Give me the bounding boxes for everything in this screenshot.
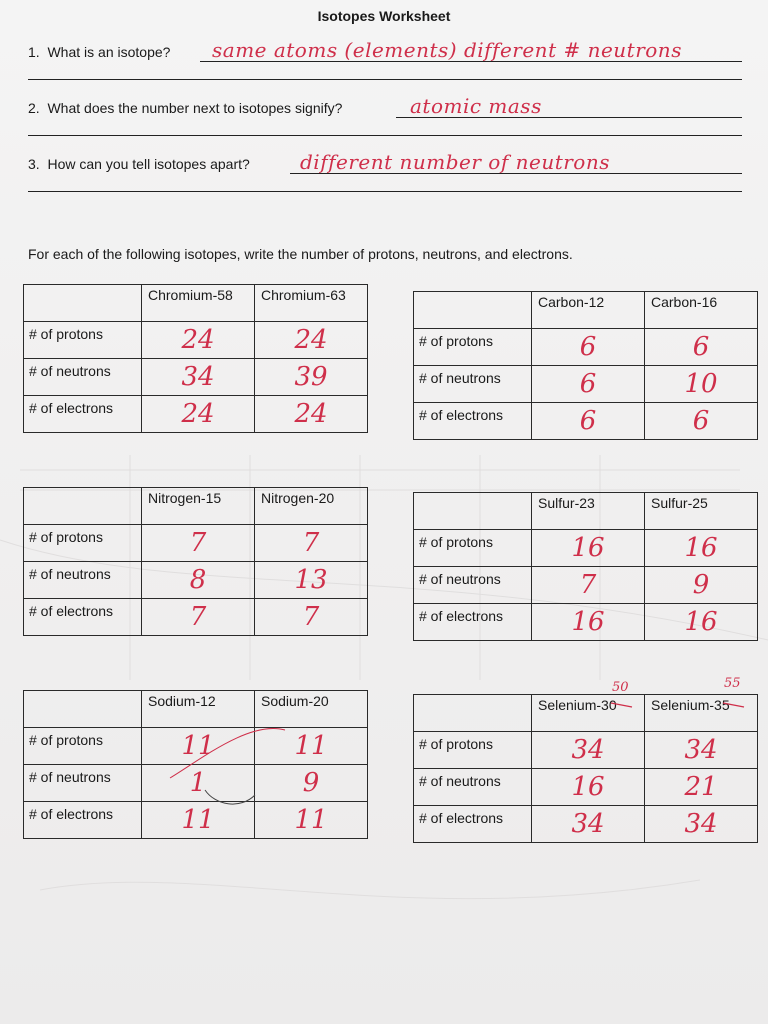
worksheet-title: Isotopes Worksheet xyxy=(317,8,451,24)
value-cell: 7 xyxy=(532,567,645,604)
value-cell: 24 xyxy=(142,396,255,433)
isotope-header: Selenium-30 xyxy=(532,695,645,732)
row-label-protons: # of protons xyxy=(24,728,142,765)
isotope-header: Chromium-63 xyxy=(255,285,368,322)
value-cell: 7 xyxy=(142,525,255,562)
value-cell: 11 xyxy=(142,728,255,765)
question-1-text: 1. What is an isotope? xyxy=(28,44,171,60)
answer-1: same atoms (elements) different # neutrons xyxy=(212,38,682,62)
value-cell: 16 xyxy=(645,604,758,641)
value-cell: 39 xyxy=(255,359,368,396)
row-label-neutrons: # of neutrons xyxy=(414,366,532,403)
value-cell: 16 xyxy=(532,530,645,567)
row-label-protons: # of protons xyxy=(24,322,142,359)
isotope-header: Sulfur-23 xyxy=(532,493,645,530)
value-cell: 11 xyxy=(142,802,255,839)
row-label-neutrons: # of neutrons xyxy=(414,769,532,806)
isotope-header: Nitrogen-20 xyxy=(255,488,368,525)
value-cell: 1 xyxy=(142,765,255,802)
row-label-protons: # of protons xyxy=(414,329,532,366)
value-cell: 21 xyxy=(645,769,758,806)
value-cell: 34 xyxy=(645,732,758,769)
value-cell: 34 xyxy=(645,806,758,843)
value-cell: 34 xyxy=(142,359,255,396)
value-cell: 6 xyxy=(532,366,645,403)
isotope-header: Sulfur-25 xyxy=(645,493,758,530)
value-cell: 7 xyxy=(255,599,368,636)
value-cell: 7 xyxy=(255,525,368,562)
value-cell: 9 xyxy=(255,765,368,802)
value-cell: 6 xyxy=(645,403,758,440)
isotope-header: Nitrogen-15 xyxy=(142,488,255,525)
answer-3: different number of neutrons xyxy=(300,150,610,174)
instructions: For each of the following isotopes, write the number of protons, neutrons, and electrons. xyxy=(28,246,573,262)
value-cell: 16 xyxy=(532,769,645,806)
value-cell: 10 xyxy=(645,366,758,403)
value-cell: 24 xyxy=(255,396,368,433)
strike-selenium-30 xyxy=(611,703,632,707)
isotope-header: Sodium-20 xyxy=(255,691,368,728)
value-cell: 6 xyxy=(532,403,645,440)
row-label-electrons: # of electrons xyxy=(414,806,532,843)
isotope-header: Chromium-58 xyxy=(142,285,255,322)
pencil-arc-mark xyxy=(205,790,255,804)
isotope-header: Carbon-16 xyxy=(645,292,758,329)
row-label-protons: # of protons xyxy=(24,525,142,562)
row-label-neutrons: # of neutrons xyxy=(414,567,532,604)
value-cell: 8 xyxy=(142,562,255,599)
scribble-mark xyxy=(170,728,285,778)
row-label-protons: # of protons xyxy=(414,732,532,769)
value-cell: 13 xyxy=(255,562,368,599)
row-label-neutrons: # of neutrons xyxy=(24,359,142,396)
value-cell: 6 xyxy=(645,329,758,366)
row-label-electrons: # of electrons xyxy=(24,396,142,433)
row-label-electrons: # of electrons xyxy=(24,599,142,636)
row-label-electrons: # of electrons xyxy=(414,604,532,641)
correction-selenium-35: 55 xyxy=(724,676,741,691)
value-cell: 16 xyxy=(532,604,645,641)
value-cell: 24 xyxy=(142,322,255,359)
strike-selenium-35 xyxy=(723,703,744,707)
value-cell: 11 xyxy=(255,802,368,839)
isotope-header: Selenium-35 xyxy=(645,695,758,732)
value-cell: 24 xyxy=(255,322,368,359)
value-cell: 6 xyxy=(532,329,645,366)
question-2-text: 2. What does the number next to isotopes signify? xyxy=(28,100,343,116)
row-label-neutrons: # of neutrons xyxy=(24,562,142,599)
row-label-electrons: # of electrons xyxy=(414,403,532,440)
isotope-header: Sodium-12 xyxy=(142,691,255,728)
row-label-electrons: # of electrons xyxy=(24,802,142,839)
value-cell: 11 xyxy=(255,728,368,765)
value-cell: 34 xyxy=(532,806,645,843)
row-label-neutrons: # of neutrons xyxy=(24,765,142,802)
row-label-protons: # of protons xyxy=(414,530,532,567)
value-cell: 7 xyxy=(142,599,255,636)
question-3-text: 3. How can you tell isotopes apart? xyxy=(28,156,250,172)
value-cell: 9 xyxy=(645,567,758,604)
value-cell: 34 xyxy=(532,732,645,769)
correction-selenium-30: 50 xyxy=(612,680,629,695)
value-cell: 16 xyxy=(645,530,758,567)
isotope-header: Carbon-12 xyxy=(532,292,645,329)
answer-2: atomic mass xyxy=(410,94,542,118)
